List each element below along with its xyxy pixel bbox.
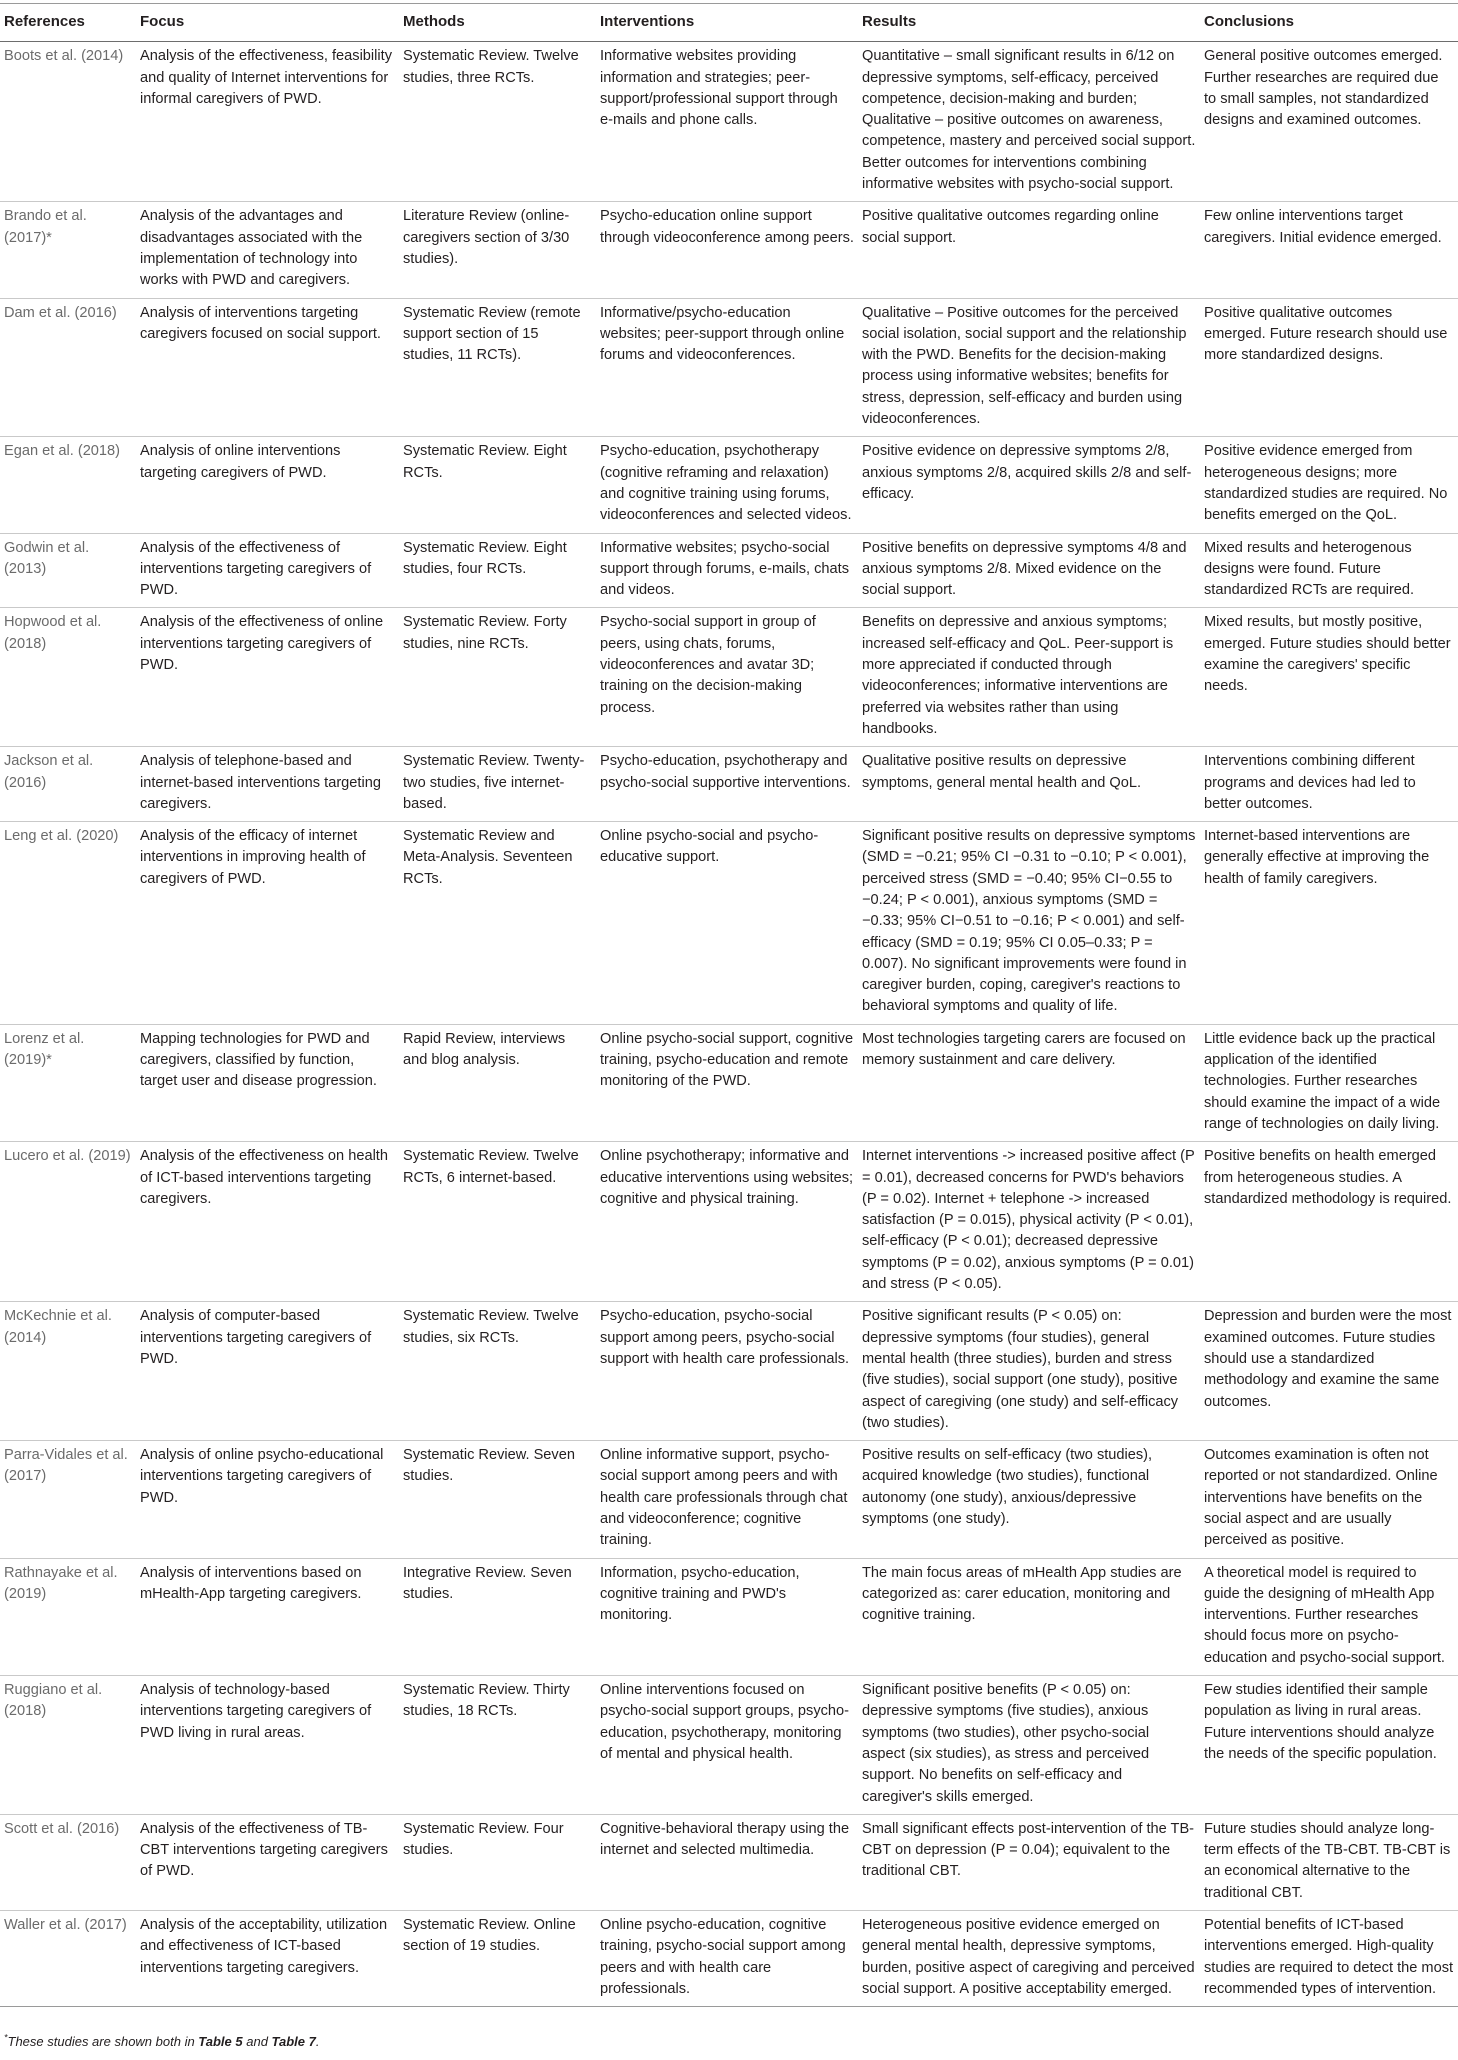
methods-cell: Systematic Review. Four studies.	[399, 1814, 596, 1910]
table-row	[0, 1142, 1458, 1302]
methods-cell: Systematic Review. Seven studies.	[399, 1441, 596, 1558]
results-cell: Positive benefits on depressive symptoms 4/8 and anxious symptoms 2/8. Mixed evidence on the social support.	[858, 533, 1200, 608]
focus-cell: Analysis of the advantages and disadvantages associated with the implementation of technology into works with PWD and caregivers.	[136, 202, 399, 298]
reference-cell: Waller et al. (2017)	[0, 1911, 136, 2007]
table-row	[0, 608, 1458, 747]
methods-cell: Systematic Review. Thirty studies, 18 RCTs.	[399, 1676, 596, 1815]
table-row	[0, 747, 1458, 822]
results-cell: Positive qualitative outcomes regarding online social support.	[858, 202, 1200, 298]
conclusions-cell: Outcomes examination is often not reported or not standardized. Online interventions have benefits on the social aspect and are usually perceived as positive.	[1200, 1441, 1458, 1558]
conclusions-cell: Few studies identified their sample population as living in rural areas. Future interventions should analyze the needs of the specific population.	[1200, 1676, 1458, 1815]
conclusions-cell: Positive qualitative outcomes emerged. Future research should use more standardized designs.	[1200, 298, 1458, 437]
methods-cell: Literature Review (online-caregivers section of 3/30 studies).	[399, 202, 596, 298]
footnote-table-link-a[interactable]: Table 5	[198, 2034, 243, 2049]
results-cell: Benefits on depressive and anxious symptoms; increased self-efficacy and QoL. Peer-support is more appreciated if conducted through videoconferences; informative interventions are preferred via websites rather than using handbooks.	[858, 608, 1200, 747]
focus-cell: Analysis of telephone-based and internet-based interventions targeting caregivers.	[136, 747, 399, 822]
table-row	[0, 1814, 1458, 1910]
interventions-cell: Informative websites; psycho-social support through forums, e-mails, chats and videos.	[596, 533, 858, 608]
results-cell: Heterogeneous positive evidence emerged on general mental health, depressive symptoms, burden, positive aspect of caregiving and perceived social support. A positive acceptability emerged.	[858, 1911, 1200, 2007]
interventions-cell: Psycho-education, psycho-social support among peers, psycho-social support with health care professionals.	[596, 1302, 858, 1441]
conclusions-cell: Mixed results and heterogenous designs were found. Future standardized RCTs are required.	[1200, 533, 1458, 608]
footnote-middle: and	[242, 2034, 272, 2049]
methods-cell: Systematic Review. Online section of 19 studies.	[399, 1911, 596, 2007]
table-row	[0, 298, 1458, 437]
interventions-cell: Psycho-education, psychotherapy and psycho-social supportive interventions.	[596, 747, 858, 822]
reference-cell: Boots et al. (2014)	[0, 42, 136, 202]
focus-cell: Analysis of interventions targeting caregivers focused on social support.	[136, 298, 399, 437]
methods-cell: Systematic Review. Twenty-two studies, five internet-based.	[399, 747, 596, 822]
header-interventions: Interventions	[596, 4, 858, 42]
table-row	[0, 202, 1458, 298]
conclusions-cell: Little evidence back up the practical application of the identified technologies. Further researches should examine the impact of a wide range of technologies on daily living.	[1200, 1024, 1458, 1141]
results-cell: Positive significant results (P < 0.05) on: depressive symptoms (four studies), general mental health (three studies), burden and stress (five studies), social support (one study), positive aspect of caregiving (one study) and self-efficacy (two studies).	[858, 1302, 1200, 1441]
focus-cell: Analysis of computer-based interventions targeting caregivers of PWD.	[136, 1302, 399, 1441]
methods-cell: Integrative Review. Seven studies.	[399, 1558, 596, 1675]
header-focus: Focus	[136, 4, 399, 42]
interventions-cell: Online psycho-education, cognitive training, psycho-social support among peers and with health care professionals.	[596, 1911, 858, 2007]
focus-cell: Analysis of the efficacy of internet interventions in improving health of caregivers of PWD.	[136, 822, 399, 1025]
focus-cell: Analysis of the effectiveness on health of ICT-based interventions targeting caregivers.	[136, 1142, 399, 1302]
table-row	[0, 1911, 1458, 2007]
results-cell: Positive results on self-efficacy (two studies), acquired knowledge (two studies), functional autonomy (one study), anxious/depressive symptoms (one study).	[858, 1441, 1200, 1558]
results-cell: Small significant effects post-intervention of the TB-CBT on depression (P = 0.04); equivalent to the traditional CBT.	[858, 1814, 1200, 1910]
conclusions-cell: Interventions combining different programs and devices had led to better outcomes.	[1200, 747, 1458, 822]
methods-cell: Systematic Review (remote support section of 15 studies, 11 RCTs).	[399, 298, 596, 437]
footnote-table-link-b[interactable]: Table 7	[271, 2034, 316, 2049]
conclusions-cell: Few online interventions target caregivers. Initial evidence emerged.	[1200, 202, 1458, 298]
reference-cell: Lorenz et al. (2019)*	[0, 1024, 136, 1141]
interventions-cell: Online informative support, psycho-social support among peers and with health care professionals through chat and videoconference; cognitive training.	[596, 1441, 858, 1558]
interventions-cell: Information, psycho-education, cognitive training and PWD's monitoring.	[596, 1558, 858, 1675]
methods-cell: Systematic Review and Meta-Analysis. Seventeen RCTs.	[399, 822, 596, 1025]
table-row	[0, 437, 1458, 533]
interventions-cell: Online psycho-social and psycho-educative support.	[596, 822, 858, 1025]
focus-cell: Analysis of the effectiveness of interventions targeting caregivers of PWD.	[136, 533, 399, 608]
focus-cell: Analysis of online interventions targeting caregivers of PWD.	[136, 437, 399, 533]
header-results: Results	[858, 4, 1200, 42]
focus-cell: Analysis of online psycho-educational interventions targeting caregivers of PWD.	[136, 1441, 399, 1558]
methods-cell: Systematic Review. Eight studies, four RCTs.	[399, 533, 596, 608]
review-table	[0, 3, 1458, 2007]
reference-cell: Lucero et al. (2019)	[0, 1142, 136, 1302]
footnote-prefix: These studies are shown both in	[7, 2034, 199, 2049]
results-cell: Qualitative positive results on depressive symptoms, general mental health and QoL.	[858, 747, 1200, 822]
table-row	[0, 822, 1458, 1025]
conclusions-cell: Depression and burden were the most examined outcomes. Future studies should use a standardized methodology and examine the same outcomes.	[1200, 1302, 1458, 1441]
results-cell: Qualitative – Positive outcomes for the perceived social isolation, social support and the relationship with the PWD. Benefits for the decision-making process using informative websites; benefits for stress, depression, self-efficacy and burden using videoconferences.	[858, 298, 1200, 437]
interventions-cell: Psycho-social support in group of peers, using chats, forums, videoconferences and avatar 3D; training on the decision-making process.	[596, 608, 858, 747]
methods-cell: Systematic Review. Eight RCTs.	[399, 437, 596, 533]
results-cell: Significant positive benefits (P < 0.05) on: depressive symptoms (five studies), anxious symptoms (two studies), other psycho-social aspect (six studies), as stress and perceived support. No benefits on self-efficacy and caregiver's skills emerged.	[858, 1676, 1200, 1815]
interventions-cell: Online psycho-social support, cognitive training, psycho-education and remote monitoring of the PWD.	[596, 1024, 858, 1141]
conclusions-cell: Positive benefits on health emerged from heterogeneous studies. A standardized methodology is required.	[1200, 1142, 1458, 1302]
results-cell: Internet interventions -> increased positive affect (P = 0.01), decreased concerns for PWD's behaviors (P = 0.02). Internet + telephone -> increased satisfaction (P = 0.015), physical activity (P < 0.01), self-efficacy (P < 0.01); decreased depressive symptoms (P = 0.02), anxious symptoms (P = 0.01) and stress (P < 0.05).	[858, 1142, 1200, 1302]
conclusions-cell: A theoretical model is required to guide the designing of mHealth App interventions. Further researches should focus more on psycho-education and psycho-social support.	[1200, 1558, 1458, 1675]
reference-cell: Scott et al. (2016)	[0, 1814, 136, 1910]
results-cell: The main focus areas of mHealth App studies are categorized as: carer education, monitoring and cognitive training.	[858, 1558, 1200, 1675]
focus-cell: Analysis of the effectiveness, feasibility and quality of Internet interventions for informal caregivers of PWD.	[136, 42, 399, 202]
reference-cell: Brando et al. (2017)*	[0, 202, 136, 298]
focus-cell: Analysis of technology-based interventions targeting caregivers of PWD living in rural areas.	[136, 1676, 399, 1815]
header-conclusions: Conclusions	[1200, 4, 1458, 42]
methods-cell: Systematic Review. Twelve studies, six RCTs.	[399, 1302, 596, 1441]
reference-cell: Dam et al. (2016)	[0, 298, 136, 437]
conclusions-cell: General positive outcomes emerged. Further researches are required due to small samples, not standardized designs and examined outcomes.	[1200, 42, 1458, 202]
table-body	[0, 42, 1458, 2007]
interventions-cell: Cognitive-behavioral therapy using the internet and selected multimedia.	[596, 1814, 858, 1910]
reference-cell: Ruggiano et al. (2018)	[0, 1676, 136, 1815]
reference-cell: Leng et al. (2020)	[0, 822, 136, 1025]
interventions-cell: Psycho-education, psychotherapy (cognitive reframing and relaxation) and cognitive training using forums, videoconferences and selected videos.	[596, 437, 858, 533]
results-cell: Most technologies targeting carers are focused on memory sustainment and care delivery.	[858, 1024, 1200, 1141]
table-row	[0, 1302, 1458, 1441]
interventions-cell: Online interventions focused on psycho-social support groups, psycho-education, psychotherapy, monitoring of mental and physical health.	[596, 1676, 858, 1815]
results-cell: Positive evidence on depressive symptoms 2/8, anxious symptoms 2/8, acquired skills 2/8 and self-efficacy.	[858, 437, 1200, 533]
reference-cell: Egan et al. (2018)	[0, 437, 136, 533]
footnote-suffix: .	[315, 2034, 320, 2049]
reference-cell: Godwin et al. (2013)	[0, 533, 136, 608]
footnote-mark: *	[4, 2032, 8, 2043]
methods-cell: Rapid Review, interviews and blog analysis.	[399, 1024, 596, 1141]
results-cell: Significant positive results on depressive symptoms (SMD = −0.21; 95% CI −0.31 to −0.10; P < 0.001), perceived stress (SMD = −0.40; 95% CI−0.55 to −0.24; P < 0.001), anxious symptoms (SMD = −0.33; 95% CI−0.51 to −0.16; P < 0.001) and self-efficacy (SMD = 0.19; 95% CI 0.05–0.33; P = 0.007). No significant improvements were found in caregiver burden, coping, caregiver's reactions to behavioral symptoms and quality of life.	[858, 822, 1200, 1025]
methods-cell: Systematic Review. Forty studies, nine RCTs.	[399, 608, 596, 747]
conclusions-cell: Future studies should analyze long-term effects of the TB-CBT. TB-CBT is an economical alternative to the traditional CBT.	[1200, 1814, 1458, 1910]
table-row	[0, 1676, 1458, 1815]
table-row	[0, 42, 1458, 202]
conclusions-cell: Potential benefits of ICT-based interventions emerged. High-quality studies are required to detect the most recommended types of intervention.	[1200, 1911, 1458, 2007]
reference-cell: McKechnie et al. (2014)	[0, 1302, 136, 1441]
methods-cell: Systematic Review. Twelve RCTs, 6 internet-based.	[399, 1142, 596, 1302]
header-row	[0, 4, 1458, 42]
table-row	[0, 533, 1458, 608]
reference-cell: Jackson et al. (2016)	[0, 747, 136, 822]
methods-cell: Systematic Review. Twelve studies, three RCTs.	[399, 42, 596, 202]
reference-cell: Rathnayake et al. (2019)	[0, 1558, 136, 1675]
results-cell: Quantitative – small significant results in 6/12 on depressive symptoms, self-efficacy, perceived competence, decision-making and burden; Qualitative – positive outcomes on awareness, competence, mastery and perceived social support. Better outcomes for interventions combining informative websites with psycho-social support.	[858, 42, 1200, 202]
reference-cell: Hopwood et al. (2018)	[0, 608, 136, 747]
focus-cell: Analysis of interventions based on mHealth-App targeting caregivers.	[136, 1558, 399, 1675]
table-footnote	[4, 2034, 320, 2049]
table-row	[0, 1441, 1458, 1558]
conclusions-cell: Positive evidence emerged from heterogeneous designs; more standardized studies are required. No benefits emerged on the QoL.	[1200, 437, 1458, 533]
conclusions-cell: Mixed results, but mostly positive, emerged. Future studies should better examine the caregivers' specific needs.	[1200, 608, 1458, 747]
header-methods: Methods	[399, 4, 596, 42]
focus-cell: Mapping technologies for PWD and caregivers, classified by function, target user and disease progression.	[136, 1024, 399, 1141]
table-row	[0, 1024, 1458, 1141]
focus-cell: Analysis of the effectiveness of TB-CBT interventions targeting caregivers of PWD.	[136, 1814, 399, 1910]
interventions-cell: Informative/psycho-education websites; peer-support through online forums and videoconferences.	[596, 298, 858, 437]
conclusions-cell: Internet-based interventions are generally effective at improving the health of family caregivers.	[1200, 822, 1458, 1025]
table-row	[0, 1558, 1458, 1675]
interventions-cell: Online psychotherapy; informative and educative interventions using websites; cognitive and physical training.	[596, 1142, 858, 1302]
focus-cell: Analysis of the effectiveness of online interventions targeting caregivers of PWD.	[136, 608, 399, 747]
header-references: References	[0, 4, 136, 42]
interventions-cell: Psycho-education online support through videoconference among peers.	[596, 202, 858, 298]
focus-cell: Analysis of the acceptability, utilization and effectiveness of ICT-based interventions targeting caregivers.	[136, 1911, 399, 2007]
reference-cell: Parra-Vidales et al. (2017)	[0, 1441, 136, 1558]
interventions-cell: Informative websites providing information and strategies; peer-support/professional support through e-mails and phone calls.	[596, 42, 858, 202]
table-header	[0, 4, 1458, 42]
